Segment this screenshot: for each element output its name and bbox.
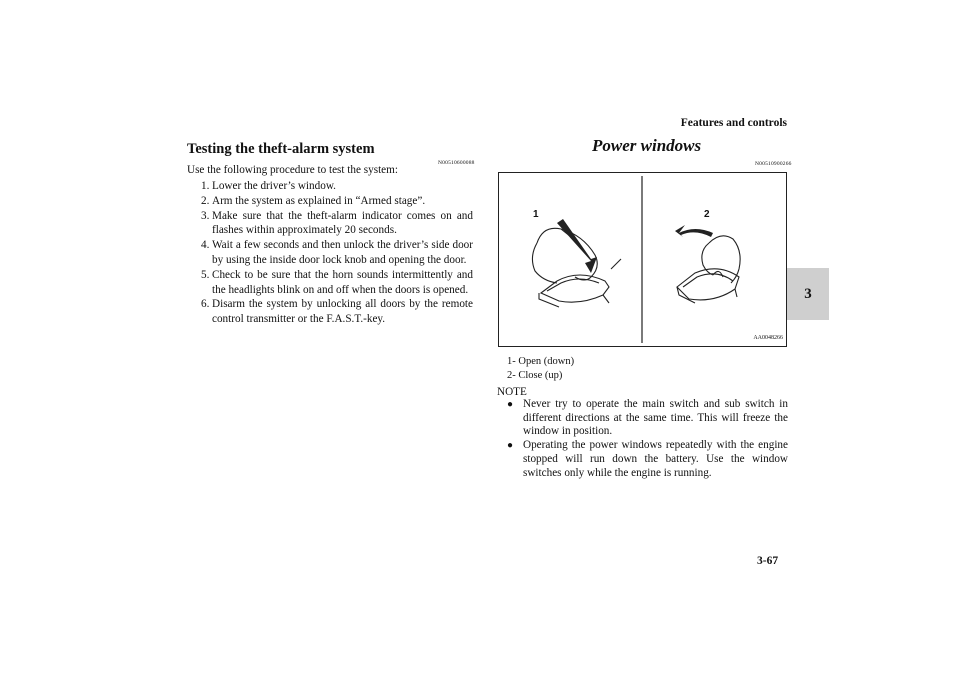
step-item <box>201 194 473 209</box>
power-windows-title: Power windows <box>592 136 702 155</box>
intro-paragraph: Use the following procedure to test the system: <box>187 164 398 176</box>
step-number: 2. <box>201 194 210 207</box>
chapter-tab <box>787 268 829 320</box>
note-item <box>507 439 788 480</box>
step-number: 5. <box>201 268 210 281</box>
note-list <box>507 398 788 480</box>
legend-item: 1- Open (down) <box>507 356 575 367</box>
section-code: N00510600088 <box>438 160 475 166</box>
step-text: Make sure that the theft-alarm indicator comes on and flashes within approximately 20 seconds. <box>212 209 473 237</box>
step-number: 3. <box>201 209 210 222</box>
figure-code: AA0048266 <box>753 335 783 341</box>
power-windows-code: N00510900266 <box>755 161 792 167</box>
window-switch-drawings <box>499 173 786 346</box>
note-text: Never try to operate the main switch and sub switch in different directions at the same time. This will freeze the window in position. <box>523 398 788 438</box>
section-heading: Testing the theft-alarm system <box>187 141 375 157</box>
page-number: 3-67 <box>757 555 779 567</box>
bullet-icon: ● <box>507 440 514 452</box>
pull-up-arrow-icon <box>675 225 713 237</box>
power-window-illustration <box>498 172 787 347</box>
figure-legend <box>507 355 574 382</box>
step-text: Disarm the system by unlocking all doors by the remote control transmitter or the F.A.S.T.-key. <box>212 298 473 326</box>
press-down-arrow-icon <box>557 219 597 273</box>
section-header-title: Features and controls <box>680 117 787 129</box>
bullet-icon: ● <box>507 399 514 410</box>
step-number: 4. <box>201 239 210 252</box>
step-number: 1. <box>201 180 210 192</box>
step-item <box>201 297 473 327</box>
step-number: 6. <box>201 298 210 311</box>
callout-label: 2 <box>704 209 710 220</box>
step-text: Check to be sure that the horn sounds intermittently and the headlights blink on and off when the doors is opened. <box>212 268 473 296</box>
step-text: Arm the system as explained in “Armed stage”. <box>212 194 426 207</box>
procedure-steps <box>201 179 473 327</box>
step-item <box>201 238 473 268</box>
chapter-number: 3 <box>804 285 812 302</box>
legend-item: 2- Close (up) <box>507 369 563 381</box>
note-label: NOTE <box>497 386 527 398</box>
switch-pull-drawing <box>677 236 740 303</box>
step-item <box>201 209 473 239</box>
callout-label: 1 <box>533 209 539 220</box>
step-item <box>201 179 473 194</box>
step-text: Wait a few seconds and then unlock the driver’s side door by using the inside door lock knob and opening the door. <box>212 239 473 266</box>
step-text: Lower the driver’s window. <box>212 180 336 192</box>
step-item <box>201 268 473 298</box>
note-item <box>507 398 788 439</box>
note-text: Operating the power windows repeatedly with the engine stopped will run down the battery. Use the window switches only while the engine is running. <box>523 439 788 479</box>
